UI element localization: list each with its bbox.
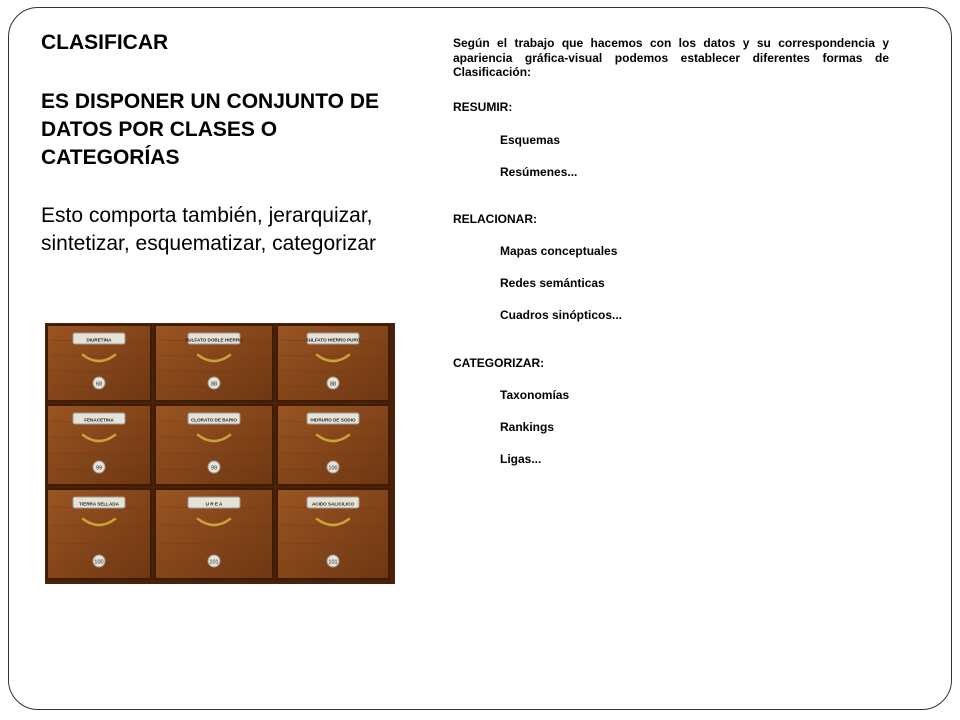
drawer-number: 101: [328, 559, 338, 566]
item-redes-semanticas: Redes semánticas: [500, 276, 605, 290]
drawer-label: SULFATO DOBLE HIERRO: [185, 337, 243, 343]
drawer-number: 88: [210, 381, 218, 388]
drawer: [47, 325, 151, 401]
drawer: [47, 489, 151, 579]
drawer-number: 99: [95, 465, 103, 472]
category-relacionar: RELACIONAR:: [453, 212, 537, 226]
item-resumenes: Resúmenes...: [500, 165, 578, 179]
drawer-number: 68: [95, 381, 103, 388]
drawer-label: HIDRURO DE SODIO: [310, 417, 356, 423]
item-rankings: Rankings: [500, 420, 555, 434]
drawer-number: 99: [210, 465, 218, 472]
item-cuadros-sinopticos: Cuadros sinópticos...: [500, 308, 623, 322]
drawer-label: FENACETINA: [84, 417, 114, 423]
drawer-label: TIERRA SELLADA: [79, 501, 119, 507]
drawer-number: 100: [94, 559, 104, 566]
drawer: [277, 325, 389, 401]
drawer-label: U R E A: [205, 501, 223, 507]
drawer: [155, 325, 273, 401]
drawer: [277, 489, 389, 579]
drawer-label: ACIDO SALICILICO: [311, 501, 355, 507]
item-ligas: Ligas...: [500, 452, 542, 466]
classification-panel: [453, 36, 889, 466]
drawer-cabinet-photo: [45, 323, 395, 584]
item-esquemas: Esquemas: [500, 133, 561, 147]
category-categorizar: CATEGORIZAR:: [453, 356, 545, 370]
drawer-number: 88: [329, 381, 337, 388]
category-resumir: RESUMIR:: [453, 100, 513, 114]
intro-paragraph: Según el trabajo que hacemos con los datos y su correspondencia y apariencia gráfica-visual podemos establecer diferentes formas de Clasificación:: [453, 36, 889, 79]
drawer: [47, 405, 151, 485]
drawer-number: 100: [328, 465, 338, 472]
item-mapas-conceptuales: Mapas conceptuales: [500, 244, 618, 258]
definition-text: ES DISPONER UN CONJUNTO DE DATOS POR CLASES O CATEGORÍAS: [41, 90, 379, 169]
slide-title: CLASIFICAR: [41, 31, 169, 54]
drawer-label: CLORATO DE BARIO: [190, 417, 238, 423]
drawer: [155, 405, 273, 485]
item-taxonomias: Taxonomías: [500, 388, 570, 402]
drawer-label: DIURETINA: [86, 337, 112, 343]
drawer: [277, 405, 389, 485]
drawer-number: 101: [209, 559, 219, 566]
drawer-label: SULFATO HIERRO PURO: [305, 337, 361, 343]
note-text: Esto comporta también, jerarquizar, sintetizar, esquematizar, categorizar: [41, 204, 376, 255]
drawer: [155, 489, 273, 579]
